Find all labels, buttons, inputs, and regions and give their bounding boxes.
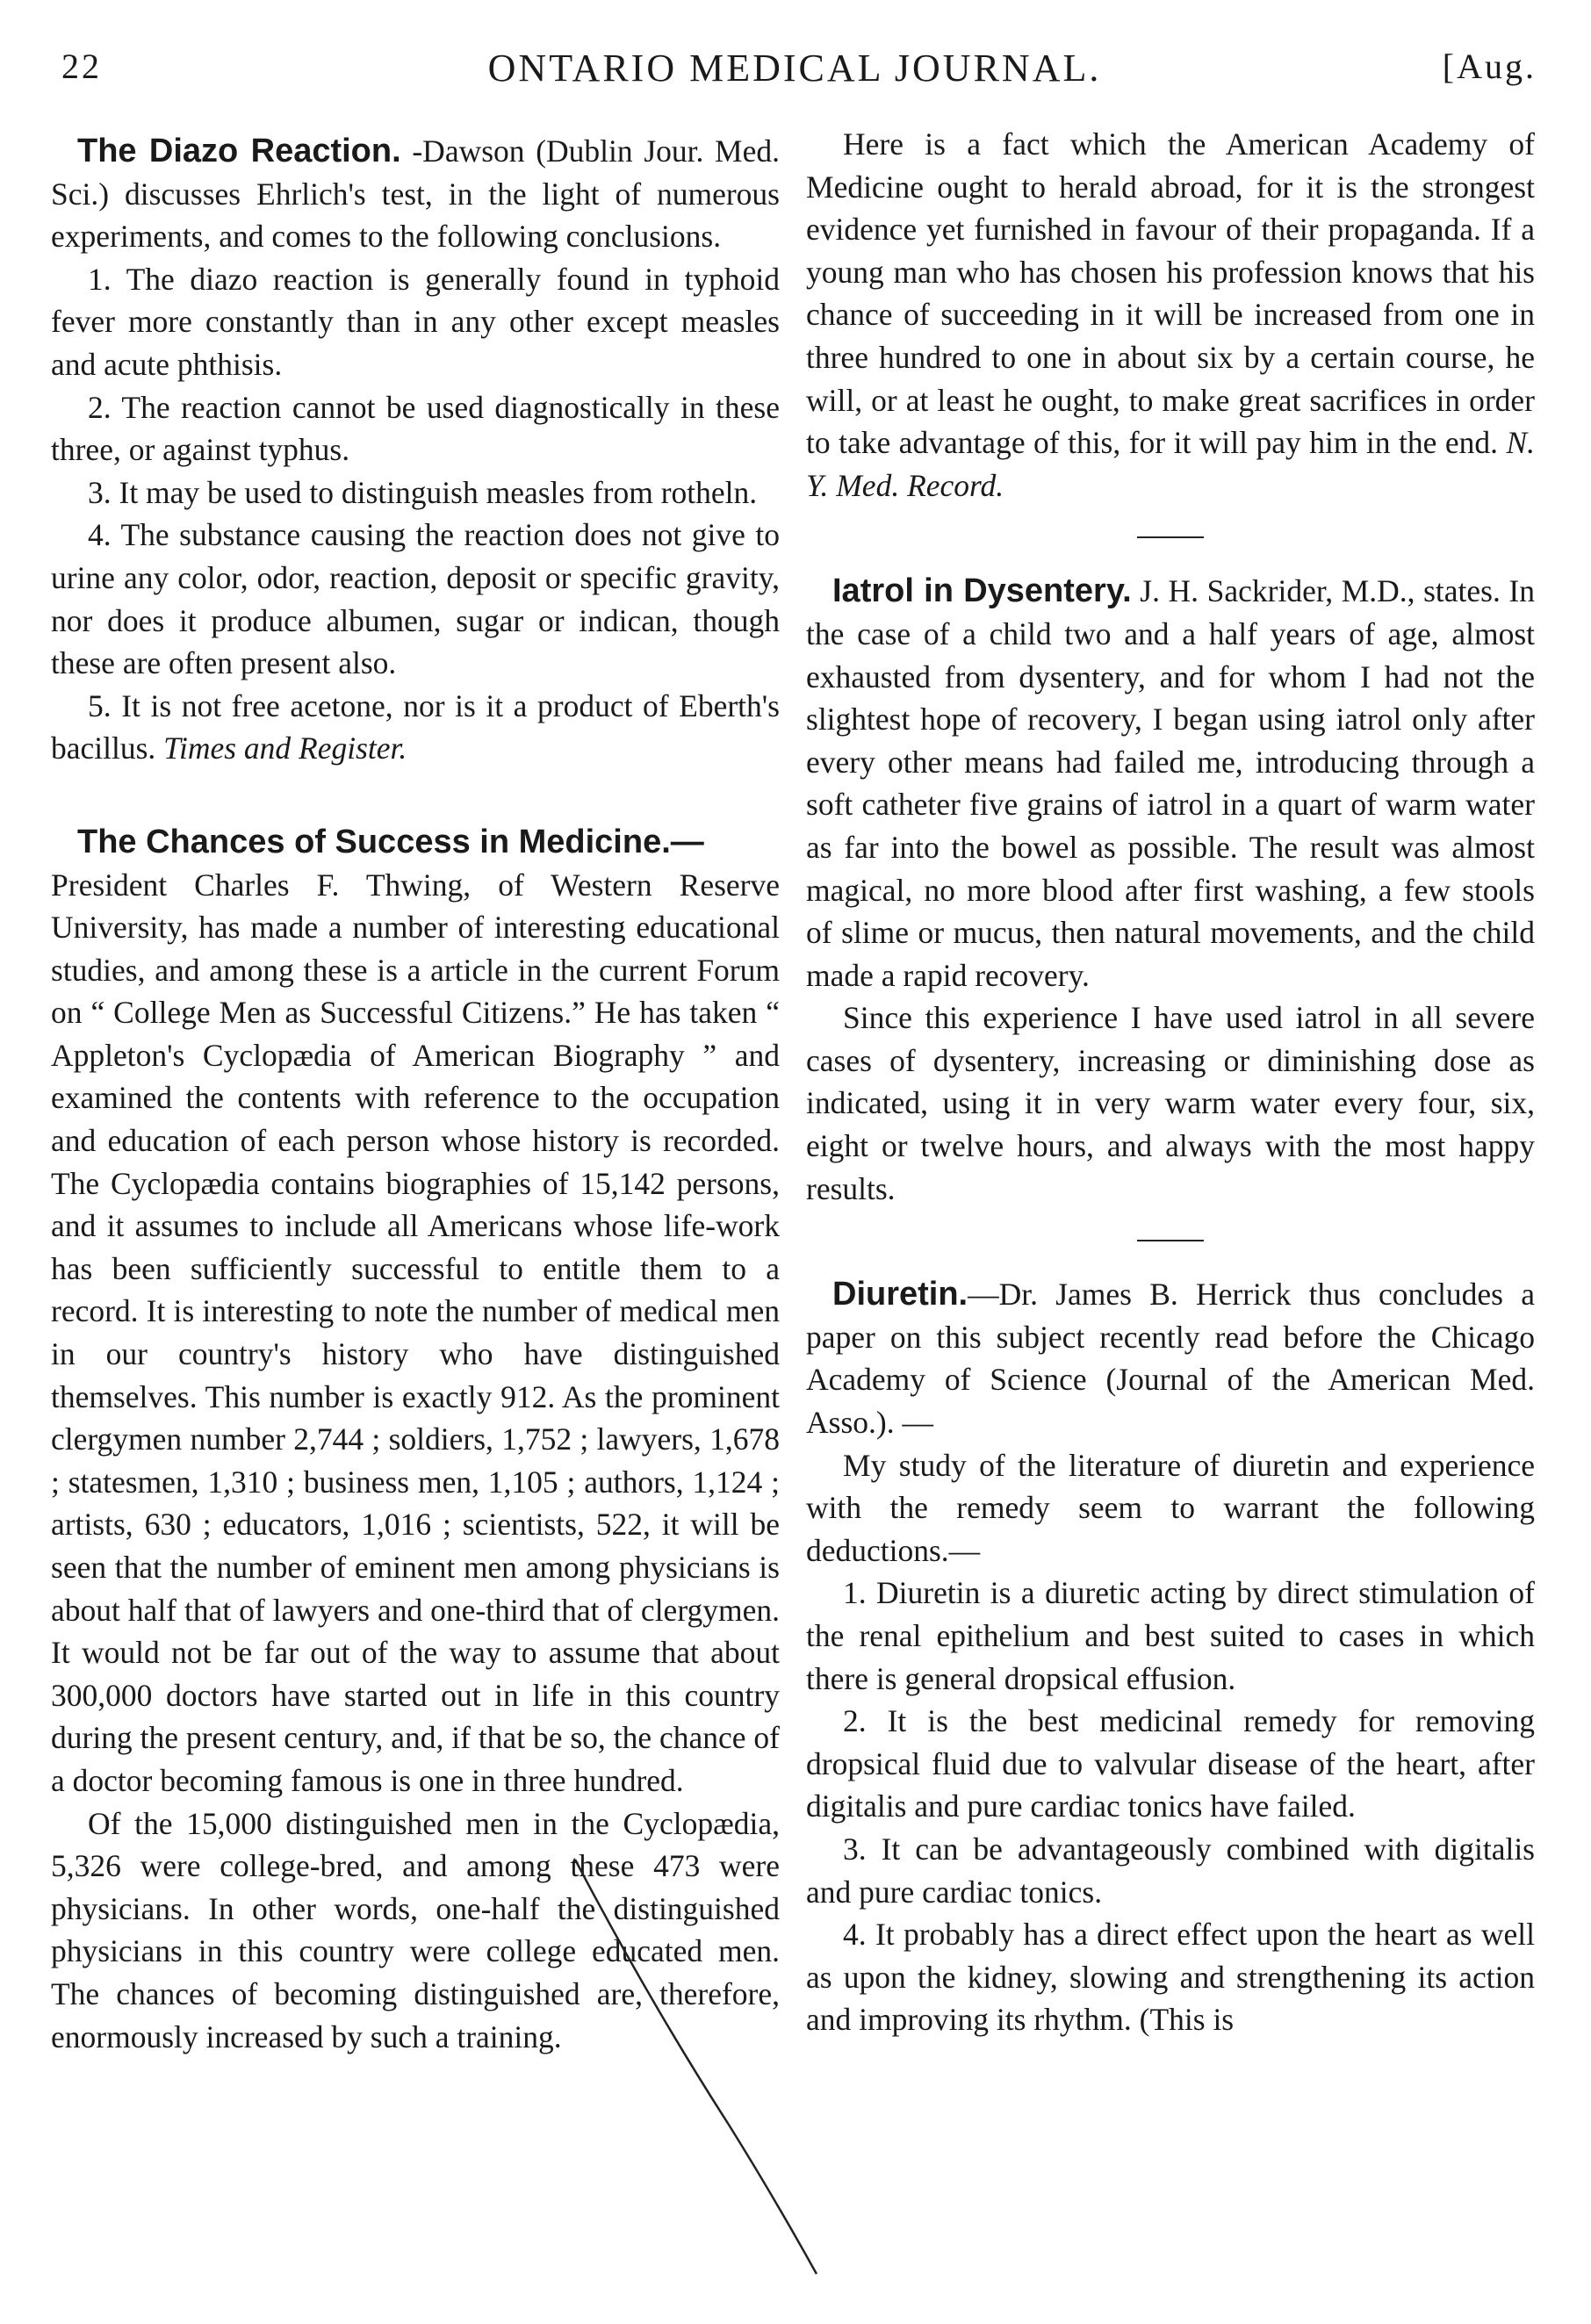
article-heading: The Chances of Success in Medicine.— — [77, 823, 704, 860]
page-number: 22 — [61, 47, 102, 86]
iatrol-paragraph: Since this experience I have used iatrol in all severe cases of dysentery, increasing or diminishing dose as indicated, using it in very warm water every four, six, eight or twelve hours, and always with the most happy results. — [806, 1000, 1535, 1206]
source-citation: N. Y. Med. Record. — [806, 425, 1536, 503]
diuretin-intro — [806, 1273, 1535, 1443]
section-divider — [1137, 536, 1204, 538]
journal-title: ONTARIO MEDICAL JOURNAL. — [487, 47, 1102, 90]
article-diazo-reaction — [51, 130, 780, 770]
chances-paragraph-text: Here is a fact which the American Academy of Medicine ought to herald abroad, for it is the strongest evidence yet furnished in favour of their propaganda. If a young man who has chosen his profession knows that his chance of succeeding in it will be increased from one in three hundred to one in about six by a certain course, he will, or at least he ought, to make great sacrifices in order to take advantage of this, for it will pay him in the end. — [806, 126, 1535, 461]
diazo-point-last — [51, 685, 780, 770]
source-citation: Times and Register. — [163, 730, 407, 766]
diuretin-point: 2. It is the best medicinal remedy for removing dropsical fluid due to valvular disease of the heart, after digitalis and pure cardiac tonics have failed. — [806, 1703, 1535, 1824]
diazo-intro-text: -Dawson (Dublin Jour. Med. Sci.) discusses Ehrlich's test, in the light of numerous experiments, and comes to the following conclusions. — [51, 133, 781, 255]
article-iatrol — [806, 570, 1535, 1210]
section-divider — [1137, 1240, 1204, 1241]
article-diuretin — [806, 1273, 1535, 2041]
diuretin-paragraph: My study of the literature of diuretin and experience with the remedy seem to warrant the following deductions.— — [806, 1447, 1535, 1568]
article-chances-of-success — [51, 821, 780, 2058]
diazo-point: 4. The substance causing the reaction does not give to urine any color, odor, reaction, deposit or specific gravity, nor does it produce albumen, sugar or indican, though these are often present also. — [51, 517, 780, 681]
diazo-point: 1. The diazo reaction is generally found in typhoid fever more constantly than in any other except measles and acute phthisis. — [51, 261, 780, 382]
chances-paragraph: President Charles F. Thwing, of Western Reserve University, has made a number of interesting educational studies, and among these is a article in the current Forum on “ College Men as Successful Citizens.” He has taken “ Appleton's Cyclopædia of American Biography ” and examined the contents with reference to the occupation and education of each person whose history is recorded. The Cyclopædia contains biographies of 15,142 persons, and it assumes to include all Americans whose life-work has been sufficiently successful to entitle them to a record. It is interesting to note the number of medical men in our country's history who have distinguished themselves. This number is exactly 912. As the prominent clergymen number 2,744 ; soldiers, 1,752 ; lawyers, 1,678 ; statesmen, 1,310 ; business men, 1,105 ; authors, 1,124 ; artists, 630 ; educators, 1,016 ; scientists, 522, it will be seen that the number of eminent men among physicians is about half that of lawyers and one-third that of clergymen. It would not be far out of the way to assume that about 300,000 doctors have started out in life in this country during the present century, and, if that be so, the chance of a doctor becoming famous is one in three hundred. — [51, 867, 780, 1798]
article-heading: Diuretin. — [832, 1276, 968, 1313]
right-column — [806, 88, 1535, 2041]
left-column — [51, 130, 780, 2058]
diuretin-point: 1. Diuretin is a diuretic acting by direct stimulation of the renal epithelium and best suited to cases in which there is general dropsical effusion. — [806, 1575, 1535, 1696]
diuretin-point: 4. It probably has a direct effect upon the heart as well as upon the kidney, slowing and strengthening its action and improving its rhythm. (This is — [806, 1917, 1535, 2038]
iatrol-intro — [806, 570, 1535, 997]
article-heading: Iatrol in Dysentery. — [832, 572, 1132, 610]
diazo-intro — [51, 130, 780, 258]
article-heading: The Diazo Reaction. — [77, 133, 401, 169]
article-chances-conclusion — [806, 123, 1535, 507]
chances-heading-line — [51, 821, 780, 864]
diuretin-point: 3. It can be advantageously combined with digitalis and pure cardiac tonics. — [806, 1831, 1535, 1910]
chances-paragraph — [806, 123, 1535, 507]
diazo-point: 5. It is not free acetone, nor is it a product of Eberth's bacillus. — [51, 687, 780, 766]
diazo-point: 2. The reaction cannot be used diagnostically in these three, or against typhus. — [51, 389, 780, 468]
chances-paragraph: Of the 15,000 distinguished men in the Cyclopædia, 5,326 were college-bred, and among these 473 were physicians. In other words, one-half the distinguished physicians in this country were college educated men. The chances of becoming distinguished are, therefore, enormously increased by such a training. — [51, 1805, 780, 2054]
diuretin-intro-text: —Dr. James B. Herrick thus concludes a paper on this subject recently read before the Chicago Academy of Science (Journal of the American Med. Asso.). — — [806, 1277, 1535, 1441]
iatrol-paragraph: J. H. Sackrider, M.D., states. In the case of a child two and a half years of age, almost exhausted from dysentery, and for whom I had not the slightest hope of recovery, I began using iatrol only after every other means had failed me, introducing through a soft catheter five grains of iatrol in a quart of warm water as far into the bowel as possible. The result was almost magical, no more blood after first washing, a few stools of slime or mucus, then natural movements, and the child made a rapid recovery. — [806, 573, 1535, 993]
issue-month: [Aug. — [1442, 47, 1537, 86]
diazo-point: 3. It may be used to distinguish measles from rotheln. — [88, 474, 758, 510]
